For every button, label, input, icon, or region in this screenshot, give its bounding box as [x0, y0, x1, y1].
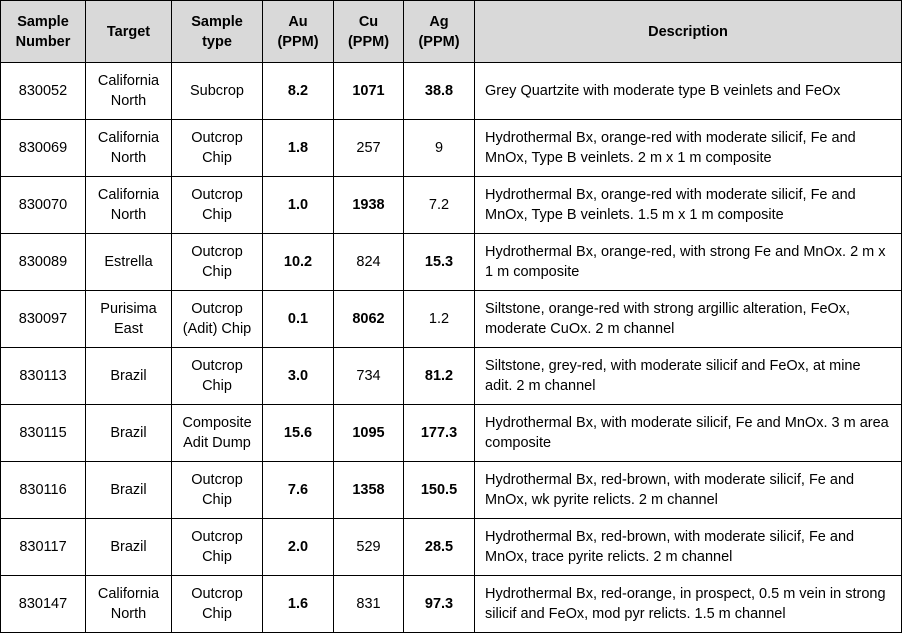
- cell-sample-number: 830097: [1, 291, 86, 348]
- cell-au-ppm: 8.2: [263, 63, 334, 120]
- cell-target: California North: [86, 63, 172, 120]
- cell-target: Brazil: [86, 348, 172, 405]
- cell-description: Grey Quartzite with moderate type B veinlets and FeOx: [475, 63, 902, 120]
- cell-ag-ppm: 150.5: [404, 462, 475, 519]
- cell-description: Siltstone, grey-red, with moderate silicif and FeOx, at mine adit. 2 m channel: [475, 348, 902, 405]
- cell-cu-ppm: 831: [334, 576, 404, 633]
- cell-target: California North: [86, 177, 172, 234]
- cell-sample-number: 830113: [1, 348, 86, 405]
- cell-ag-ppm: 177.3: [404, 405, 475, 462]
- table-row: [1, 405, 902, 462]
- cell-ag-ppm: 9: [404, 120, 475, 177]
- cell-cu-ppm: 1071: [334, 63, 404, 120]
- cell-sample-type: Outcrop Chip: [172, 120, 263, 177]
- header-sample-type: Sample type: [172, 1, 263, 63]
- cell-sample-type: Composite Adit Dump: [172, 405, 263, 462]
- cell-sample-number: 830115: [1, 405, 86, 462]
- table-row: [1, 462, 902, 519]
- table-body: [1, 63, 902, 633]
- table-header-row: [1, 1, 902, 63]
- cell-cu-ppm: 529: [334, 519, 404, 576]
- cell-sample-type: Outcrop Chip: [172, 519, 263, 576]
- cell-sample-type: Outcrop Chip: [172, 576, 263, 633]
- cell-au-ppm: 2.0: [263, 519, 334, 576]
- cell-ag-ppm: 38.8: [404, 63, 475, 120]
- cell-description: Hydrothermal Bx, with moderate silicif, Fe and MnOx. 3 m area composite: [475, 405, 902, 462]
- table-row: [1, 234, 902, 291]
- cell-ag-ppm: 15.3: [404, 234, 475, 291]
- header-au-ppm: Au (PPM): [263, 1, 334, 63]
- cell-target: Brazil: [86, 519, 172, 576]
- cell-ag-ppm: 28.5: [404, 519, 475, 576]
- cell-target: Brazil: [86, 405, 172, 462]
- cell-sample-number: 830089: [1, 234, 86, 291]
- header-description: Description: [475, 1, 902, 63]
- table-row: [1, 177, 902, 234]
- cell-cu-ppm: 824: [334, 234, 404, 291]
- cell-sample-type: Outcrop (Adit) Chip: [172, 291, 263, 348]
- cell-cu-ppm: 1938: [334, 177, 404, 234]
- cell-ag-ppm: 81.2: [404, 348, 475, 405]
- table-row: [1, 120, 902, 177]
- table-row: [1, 63, 902, 120]
- cell-au-ppm: 1.8: [263, 120, 334, 177]
- cell-au-ppm: 1.0: [263, 177, 334, 234]
- cell-au-ppm: 7.6: [263, 462, 334, 519]
- header-target: Target: [86, 1, 172, 63]
- cell-description: Hydrothermal Bx, orange-red with moderate silicif, Fe and MnOx, Type B veinlets. 2 m x 1 m composite: [475, 120, 902, 177]
- header-ag-ppm: Ag (PPM): [404, 1, 475, 63]
- cell-sample-type: Outcrop Chip: [172, 348, 263, 405]
- cell-sample-type: Outcrop Chip: [172, 462, 263, 519]
- cell-description: Siltstone, orange-red with strong argillic alteration, FeOx, moderate CuOx. 2 m channel: [475, 291, 902, 348]
- cell-cu-ppm: 8062: [334, 291, 404, 348]
- cell-sample-type: Outcrop Chip: [172, 234, 263, 291]
- cell-target: California North: [86, 576, 172, 633]
- cell-sample-type: Outcrop Chip: [172, 177, 263, 234]
- cell-au-ppm: 10.2: [263, 234, 334, 291]
- cell-sample-number: 830147: [1, 576, 86, 633]
- cell-target: Estrella: [86, 234, 172, 291]
- cell-description: Hydrothermal Bx, red-orange, in prospect, 0.5 m vein in strong silicif and FeOx, mod pyr relicts. 1.5 m channel: [475, 576, 902, 633]
- cell-target: California North: [86, 120, 172, 177]
- header-cu-ppm: Cu (PPM): [334, 1, 404, 63]
- cell-description: Hydrothermal Bx, orange-red, with strong Fe and MnOx. 2 m x 1 m composite: [475, 234, 902, 291]
- cell-sample-number: 830116: [1, 462, 86, 519]
- cell-ag-ppm: 7.2: [404, 177, 475, 234]
- cell-sample-type: Subcrop: [172, 63, 263, 120]
- table-row: [1, 291, 902, 348]
- cell-ag-ppm: 1.2: [404, 291, 475, 348]
- cell-sample-number: 830069: [1, 120, 86, 177]
- cell-au-ppm: 15.6: [263, 405, 334, 462]
- cell-target: Purisima East: [86, 291, 172, 348]
- cell-cu-ppm: 1358: [334, 462, 404, 519]
- cell-cu-ppm: 257: [334, 120, 404, 177]
- table-row: [1, 348, 902, 405]
- cell-description: Hydrothermal Bx, orange-red with moderate silicif, Fe and MnOx, Type B veinlets. 1.5 m x 1 m composite: [475, 177, 902, 234]
- cell-sample-number: 830070: [1, 177, 86, 234]
- cell-cu-ppm: 734: [334, 348, 404, 405]
- cell-sample-number: 830117: [1, 519, 86, 576]
- header-sample-number: Sample Number: [1, 1, 86, 63]
- cell-sample-number: 830052: [1, 63, 86, 120]
- cell-cu-ppm: 1095: [334, 405, 404, 462]
- cell-description: Hydrothermal Bx, red-brown, with moderate silicif, Fe and MnOx, trace pyrite relicts. 2 m channel: [475, 519, 902, 576]
- cell-ag-ppm: 97.3: [404, 576, 475, 633]
- table-row: [1, 519, 902, 576]
- cell-target: Brazil: [86, 462, 172, 519]
- table-row: [1, 576, 902, 633]
- cell-description: Hydrothermal Bx, red-brown, with moderate silicif, Fe and MnOx, wk pyrite relicts. 2 m channel: [475, 462, 902, 519]
- cell-au-ppm: 3.0: [263, 348, 334, 405]
- cell-au-ppm: 1.6: [263, 576, 334, 633]
- cell-au-ppm: 0.1: [263, 291, 334, 348]
